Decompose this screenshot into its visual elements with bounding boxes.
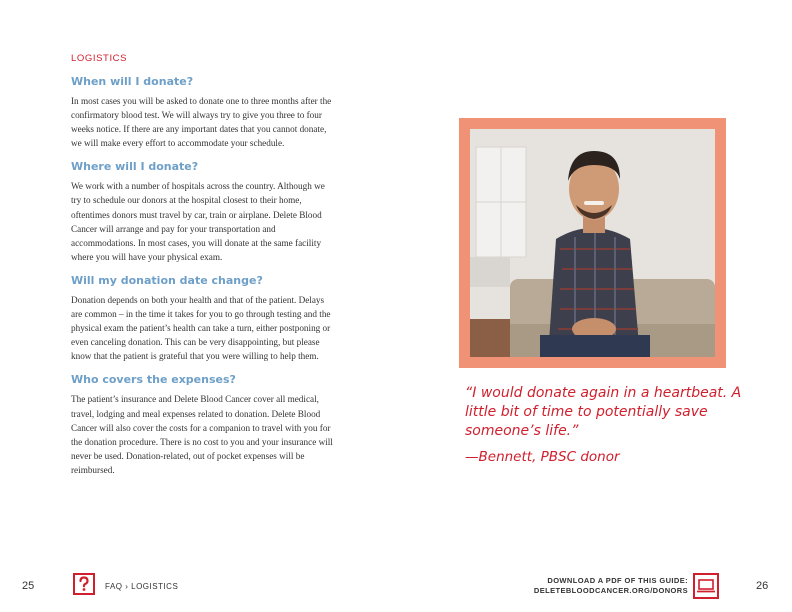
donor-illustration (470, 129, 715, 357)
left-page-number: 25 (22, 580, 35, 592)
answer-text: Donation depends on both your health and that of the patient. Delays are common – in the time it takes for you to go through testing and the physical exam the patient’s health can take a turn, either postponing or even canceling donation. This can be very disappointing, but please know that the patient is grateful that you were willing to help them. (71, 294, 331, 362)
question-mark-icon[interactable] (73, 573, 95, 595)
donor-photo (470, 129, 715, 357)
photo-frame (459, 118, 726, 368)
faq-item (71, 274, 333, 363)
faq-item (71, 373, 333, 477)
breadcrumb[interactable]: FAQ › LOGISTICS (105, 582, 179, 591)
question-heading: Will my donation date change? (71, 273, 263, 287)
laptop-icon[interactable] (693, 573, 719, 599)
faq-item (71, 75, 333, 150)
section-label: LOGISTICS (71, 53, 128, 64)
answer-text: We work with a number of hospitals across the country. Although we try to schedule our donors at the hospital closest to their home, oftentimes donors must travel by car, train or airplane. Delete Blood Cancer will arrange and pay for your transportation and accommodations. In most cases, you will donate at the same facility where you will have your physical exam. (71, 181, 325, 262)
download-line-1: DOWNLOAD A PDF OF THIS GUIDE: (547, 576, 688, 585)
download-line-2: DELETEBLOODCANCER.ORG/DONORS (533, 586, 688, 595)
question-heading: Where will I donate? (71, 160, 199, 174)
download-link[interactable] (534, 576, 688, 596)
pull-quote: “I would donate again in a heartbeat. A little bit of time to potentially save someone’s life.” (465, 385, 742, 439)
answer-text: The patient’s insurance and Delete Blood Cancer cover all medical, travel, lodging and meal expenses related to donation. Delete Blood Cancer will also cover the costs for a companion to travel with you for the donation procedure. There is no cost to you and your insurance will never be used. Donation-related, out of pocket expenses will be reimbursed. (71, 394, 333, 475)
right-page-number: 26 (756, 580, 769, 592)
question-heading: When will I donate? (71, 75, 194, 88)
left-column (71, 53, 333, 487)
quote-attribution: —Bennett, PBSC donor (465, 449, 620, 465)
question-mark-glyph (75, 575, 93, 593)
question-heading: Who covers the expenses? (71, 373, 236, 387)
laptop-glyph (695, 575, 717, 597)
faq-item (71, 160, 333, 264)
answer-text: In most cases you will be asked to donate one to three months after the confirmatory blood test. We will always try to give you three to four weeks notice. If there are any important dates that you cannot donate, we will make every effort to accommodate your schedule. (71, 96, 332, 149)
